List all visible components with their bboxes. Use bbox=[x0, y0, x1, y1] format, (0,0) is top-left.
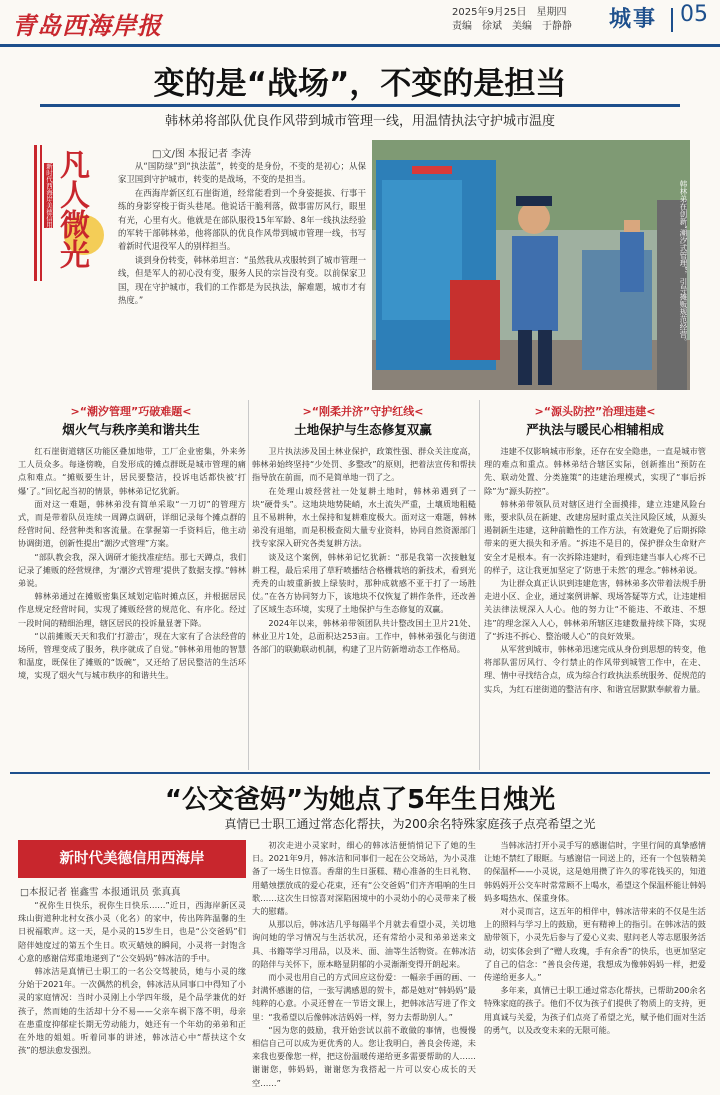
logo-side-label: 新时代西海岸美德信用 bbox=[45, 163, 53, 228]
page-number: 05 bbox=[680, 2, 708, 27]
article2-paragraph: 多年来，真情已士职工通过常态化帮扶，已帮助200余名特殊家庭的孩子。他们不仅为孩子们提供了物质上的支持，更用真诚与关爱，为孩子们点亮了希望之光，赋予他们面对生活的勇气，以及改变未来的无限可能。 bbox=[484, 985, 706, 1035]
section1-paragraph: 红石崖街道辖区功能区叠加地带，工厂企业密集，外来务工人员众多。每逢傍晚，自发形成的摊点群既是城市管理的痛点和难点。“摊贩要生计，居民要整洁，投诉电话都快被‘打爆’了。”回忆起当初的情景，韩林弟记忆犹新。 bbox=[18, 446, 246, 496]
section1-paragraph: 面对这一难题，韩林弟没有简单采取“一刀切”的管理方式，而是带着队员连续一周蹲点调研，详细记录每个摊点群的经营时间、经营种类和客流量。在掌握第一手资料后，他主动协调街道，创新性提出“潮汐式管理”方案。 bbox=[18, 498, 246, 549]
header-meta bbox=[452, 6, 572, 34]
issue-date: 2025年9月25日 星期四 bbox=[452, 7, 567, 18]
section2-title: 土地保护与生态修复双赢 bbox=[294, 422, 432, 437]
section1-paragraph: “以前摊贩天天和我们‘打游击’，现在大家有了合法经营的场所，管理变成了服务，秩序就成了自觉。”韩林弟用他的智慧和温度，既保住了摊贩的“饭碗”，又还给了居民整洁的生活环境，实现了烟火气与城市秩序的和谐共生。 bbox=[18, 630, 246, 681]
article2-paragraph: 对小灵而言，这五年的相伴中，韩冰洁带来的不仅是生活上的照料与学习上的鼓励，更有精神上的指引。在韩冰洁的鼓励带领下，小灵先后参与了爱心义卖、慰问老人等志愿服务活动，切实体会到了“赠人玫瑰，手有余香”的快乐，也更加坚定了自己的信念：“善良会传递，我想成为像韩妈妈一样，把爱传递给更多人。” bbox=[484, 906, 706, 983]
article1-photo bbox=[372, 140, 690, 390]
article2-paragraph: 而小灵也用自己的方式回应这份爱：一幅亲手画的画、一封满怀感谢的信，一张写满感恩的贺卡，都是她对“韩妈妈”最纯粹的心意。小灵还曾在一节语文课上，把韩冰洁写进了作文里：“我希望以后像韩冰洁妈妈一样，努力去帮助别人。” bbox=[252, 972, 476, 1022]
header-separator bbox=[671, 8, 673, 32]
article2-col3 bbox=[484, 839, 706, 1091]
section3-paragraph: 为让群众真正认识到违建危害，韩林弟多次带着法规手册走进小区、企业，通过案例讲解、现场答疑等方式，让违建相关法律法规深入人心。他的努力让“不能违、不敢违、不想违”的理念深入人心，韩林弟所辖区违建数量持续下降，实现了“拆违不拆心、整治暖人心”的良好效果。 bbox=[484, 578, 706, 641]
section3-paragraph: 韩林弟带领队员对辖区进行全面摸排，建立违建风险台账，要求队员在新建、改建房屋时重点关注风险区域，从源头遏制新生违建，这种前瞻性的工作方法，有效避免了后期拆除带来的更大损失和矛盾。“拆违不是目的，保护群众生命财产安全才是根本。有一次拆除违建时，看到违建当事人心疼不已的样子，这让我更加坚定了‘防患于未然’的理念。”韩林弟说。 bbox=[484, 498, 706, 575]
section1-kicker: >“潮汐管理”巧破难题< bbox=[70, 405, 192, 418]
section2-kicker: >“刚柔并济”守护红线< bbox=[302, 405, 424, 418]
intro-paragraph: 从“国防绿”到“执法蓝”，转变的是身份，不变的是初心；从保家卫国到守护城市，转变的是战场，不变的是担当。 bbox=[118, 161, 366, 185]
section2-paragraph: 卫片执法涉及国土林业保护，政策性强、群众关注度高，韩林弟始终坚持“少处罚、多整改”的原则，把着法宣传和帮扶指导放在前面，而不是简单地一罚了之。 bbox=[252, 446, 476, 483]
editors-line: 责编 徐斌 美编 于静静 bbox=[452, 21, 572, 32]
headline-rule bbox=[40, 104, 680, 107]
section1-body bbox=[18, 445, 246, 765]
article2-paragraph: 从那以后，韩冰洁几乎每隔半个月就去看望小灵，关切地询问她的学习情况与生活状况，还有常给小灵和弟弟送来文具、书籍等学习用品，以及米、面、油等生活物资。在韩冰洁的陪伴与关怀下，原本略显阴郁的小灵渐渐变得开朗起来。 bbox=[252, 919, 476, 969]
section1-paragraph: 韩林弟通过在摊贩密集区域划定临时摊点区，并根据居民作息规定经营时间，实现了摊贩经营的规范化、有序化。经过一段时间的精细治理，辖区居民的投诉量显著下降。 bbox=[18, 591, 246, 628]
article2-paragraph: “因为您的鼓励，我开始尝试以前不敢做的事情，也慢慢相信自己可以成为更优秀的人。您让我明白，善良会传递，未来我也要像您一样，把这份温暖传递给更多需要帮助的人……谢谢您，韩妈妈，谢谢您为我搭起一片可以安心成长的天空……” bbox=[252, 1024, 476, 1088]
article2-subheadline: 真情已士职工通过常态化帮扶，为200余名特殊家庭孩子点亮希望之光 bbox=[224, 817, 596, 831]
column-divider bbox=[479, 400, 480, 770]
article2-byline: □本报记者 崔鑫雪 本报通讯员 张真真 bbox=[20, 887, 181, 898]
article2-paragraph: 韩冰洁是真情已士职工的一名公交驾驶员，她与小灵的缘分始于2021年。一次偶然的机会，韩冰洁从同事口中得知了小灵的家庭情况：当时小灵刚上小学四年级，是个品学兼优的好孩子，然而她的生活却十分不易——父亲车祸下落不明，母亲在患重度抑郁症长期无劳动能力，她还有一个年幼的弟弟和正在外地的姐姐。听着同事的讲述，韩冰洁心中“帮扶这个女孩”的想法愈发强烈。 bbox=[18, 966, 246, 1056]
photo-caption: 韩林弟在创新“潮汐式管理”，引导摊贩规范经营。 bbox=[679, 180, 688, 346]
photo-scene bbox=[372, 140, 690, 390]
section2-paragraph: 在处理山坡经营社一处复耕土地时，韩林弟遇到了一块“硬骨头”。这地块地势陡峭，水土流失严重，土壤质地粗糙且不易耕种，水土保持和复耕难度极大。面对这一难题，韩林弟没有退缩，而是积极查阅大量专业资料，协同自然资源部门找专家深入研究各类复耕方法。 bbox=[252, 485, 476, 549]
article2-paragraph: 初次走进小灵家时，细心的韩冰洁便悄悄记下了她的生日。2021年9月，韩冰洁和同事们一起在公交场站，为小灵准备了一场生日惊喜。香甜的生日蛋糕、精心准备的生日礼物、用蜡烛摆放成的爱心花束，还有“公交爸妈”们齐齐唱响的生日歌……这次生日惊喜对深陷困境中的小灵幼小的心灵带来了极大的慰藉。 bbox=[252, 840, 476, 917]
article2-headline: “公交爸妈”为她点了5年生日烛光 bbox=[164, 785, 556, 815]
section3-kicker: >“源头防控”治理违建< bbox=[534, 405, 656, 418]
intro-paragraph: 在西海岸新区红石崖街道，经常能看到一个身姿挺拔、行事干练的身影穿梭于街头巷尾。他说话干脆利落，做事雷厉风行，眼里有光，心里有火。他就是在部队服役15年军龄、8年一线执法经验的军转干部韩林弟，他将部队的优良作风带到城市管理一线，书写着新时代退役军人的别样担当。 bbox=[118, 187, 366, 252]
section2-body bbox=[252, 445, 476, 765]
section3-paragraph: 违建不仅影响城市形象，还存在安全隐患，一直是城市管理的难点和重点。韩林弟结合辖区实际，创新推出“预防在先、联动处置、分类施策”的违建治理模式，实现了“事后拆除”为“源头防控”。 bbox=[484, 446, 706, 496]
page-header bbox=[0, 0, 720, 47]
article1-headline: 变的是“战场”，不变的是担当 bbox=[153, 66, 567, 102]
column-divider bbox=[248, 400, 249, 770]
article2-col1 bbox=[18, 899, 246, 1091]
article2-paragraph: “祝你生日快乐，祝你生日快乐……”近日，西海岸新区灵珠山街道种北村女孩小灵（化名）的家中，传出阵阵温馨的生日祝福歌声。这一天，是小灵的15岁生日，也是“公交爸妈”们陪伴她度过的第五个生日。吹灭蜡烛的瞬间，小灵将一封饱含心意的感谢信郑重地递到了“公交妈妈”韩冰洁的手中。 bbox=[18, 900, 246, 963]
section1-title: 烟火气与秩序美和谐共生 bbox=[62, 422, 200, 437]
section1-paragraph: “部队教会我，深入调研才能找准症结。那七天蹲点，我们记录了摊贩的经营规律，为‘潮汐式管理’提供了数据支撑。”韩林弟说。 bbox=[18, 551, 246, 589]
logo-text: 凡人微光 bbox=[54, 149, 89, 269]
article2-col2 bbox=[252, 839, 476, 1091]
article1-subheadline: 韩林弟将部队优良作风带到城市管理一线，用温情执法守护城市温度 bbox=[164, 114, 555, 129]
article1-intro bbox=[118, 160, 366, 392]
section2-paragraph: 谈及这个案例，韩林弟记忆犹新：“那是我第一次接触复耕工程，最后采用了草籽喷播结合格栅栽培的新技术，看到光秃秃的山坡重新披上绿装时，那种成就感不亚于打了一场胜仗。”在各方协同努力下，该地块不仅恢复了耕作条件，还改善了区域生态环境，实现了土地保护与生态修复的双赢。 bbox=[252, 551, 476, 615]
section-name: 城事 bbox=[609, 7, 658, 32]
article1-byline: □文/图 本报记者 李涛 bbox=[152, 149, 252, 160]
fanren-weiguang-logo bbox=[32, 143, 114, 283]
intro-paragraph: 谈到身份转变，韩林弟坦言：“虽然我从戎服转到了城市管理一线，但是军人的初心没有变，服务人民的宗旨没有变。以前保家卫国，现在守护城市，我们的工作都是为民执法，解难题，城市才有热度。” bbox=[118, 254, 366, 306]
section3-title: 严执法与暖民心相辅相成 bbox=[526, 422, 664, 437]
article-separator bbox=[10, 772, 710, 774]
virtue-banner: 新时代美德信用西海岸 bbox=[18, 840, 246, 878]
section3-paragraph: 从军营到城市，韩林弟迅速完成从身份到思想的转变，他将部队雷厉风行、令行禁止的作风带到城管工作中，在走、理、情中寻找结合点，成为综合行政执法系统服务、促规范的实兵，为红石崖街道的整洁有序、和谐宜居默默奉献着力量。 bbox=[484, 644, 706, 694]
section2-paragraph: 2024年以来，韩林弟带领团队共计整改国土卫片21处、林业卫片1处，总面积达253亩。工作中，韩林弟强化与街道各部门的联勤联动机制，构建了卫片防新增动态工作格局。 bbox=[252, 617, 476, 655]
article2-paragraph: 当韩冰洁打开小灵手写的感谢信时，字里行间的真挚感情让她不禁红了眼眶。与感谢信一同送上的，还有一个包装精美的保温杯——小灵说，这是她用攒了许久的零花钱买的，知道韩妈妈开公交车时常常顾不上喝水，希望这个保温杯能让韩妈妈多喝热水、保重身体。 bbox=[484, 840, 706, 903]
masthead-logo: 青岛西海岸报 bbox=[12, 11, 162, 40]
section3-body bbox=[484, 445, 706, 765]
